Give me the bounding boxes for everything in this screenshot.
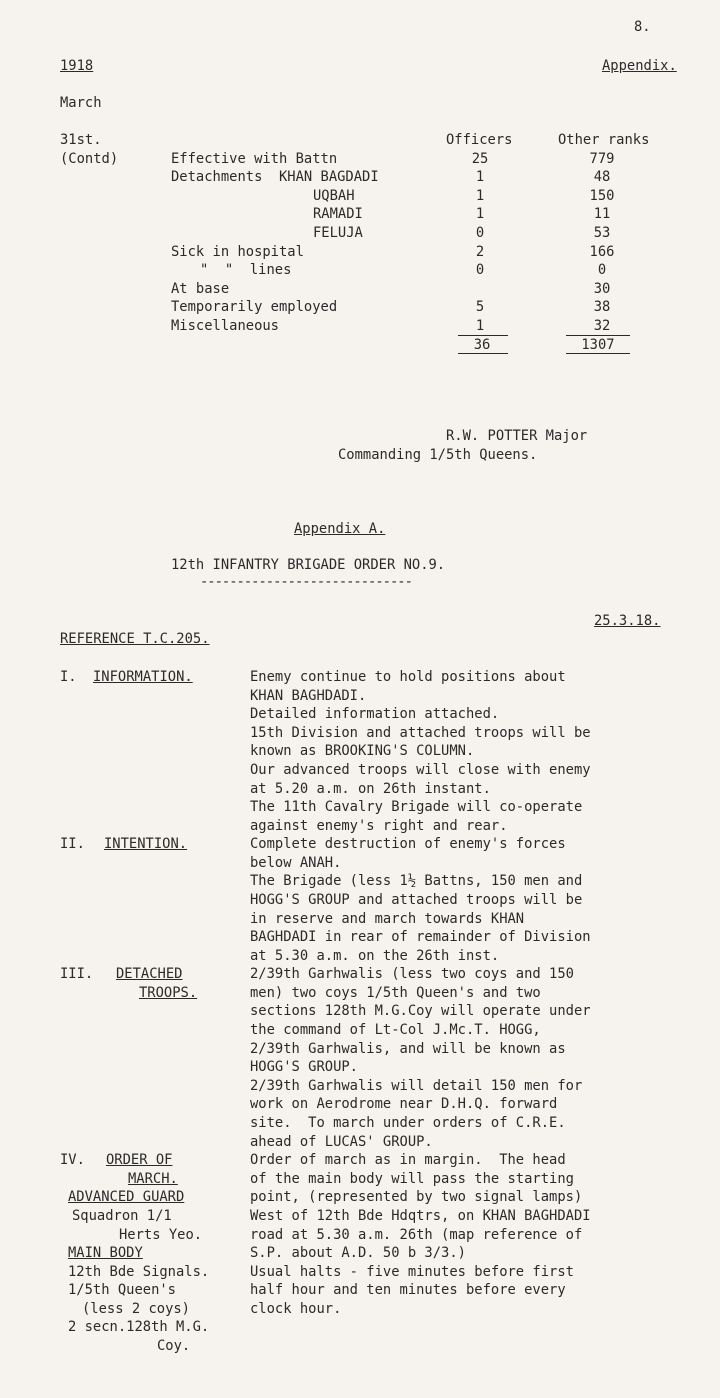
row-other: 38	[593, 299, 611, 315]
section-4-line: point, (represented by two signal lamps)	[250, 1189, 583, 1205]
section-3-line: site. To march under orders of C.R.E.	[250, 1115, 566, 1131]
section-1-line: Our advanced troops will close with enemy	[250, 762, 591, 778]
row-other: 53	[593, 225, 611, 241]
section-1-number: I.	[60, 669, 77, 685]
row-label: Effective with Battn	[171, 151, 338, 167]
row-officers: 1	[475, 169, 485, 185]
section-3-line: 2/39th Garhwalis, and will be known as	[250, 1041, 566, 1057]
row-other: 166	[589, 244, 615, 260]
section-2-line: The Brigade (less 1½ Battns, 150 men and	[250, 873, 583, 889]
section-2-line: Complete destruction of enemy's forces	[250, 836, 566, 852]
section-2-line: in reserve and march towards KHAN	[250, 911, 525, 927]
row-other: 150	[589, 188, 615, 204]
signature-title: Commanding 1/5th Queens.	[338, 447, 538, 463]
section-2-line: at 5.30 a.m. on the 26th inst.	[250, 948, 500, 964]
row-other: 779	[589, 151, 615, 167]
row-other: 32	[593, 318, 611, 334]
section-3-line: 2/39th Garhwalis will detail 150 men for	[250, 1078, 583, 1094]
section-3-line: HOGG'S GROUP.	[250, 1059, 358, 1075]
section-4-number: IV.	[60, 1152, 85, 1168]
row-officers: 25	[471, 151, 489, 167]
margin-adv-line: Squadron 1/1	[72, 1208, 172, 1224]
section-1-line: at 5.20 a.m. on 26th instant.	[250, 781, 491, 797]
margin-main-line: (less 2 coys)	[82, 1301, 190, 1317]
row-officers: 0	[475, 225, 485, 241]
section-4-title-1: ORDER OF	[106, 1152, 173, 1168]
row-officers: 2	[475, 244, 485, 260]
section-4-line: Order of march as in margin. The head	[250, 1152, 566, 1168]
year-heading: 1918	[60, 58, 94, 74]
signature-name: R.W. POTTER Major	[446, 428, 588, 444]
row-officers: 1	[475, 206, 485, 222]
section-1-title: INFORMATION.	[93, 669, 193, 685]
section-1-line: 15th Division and attached troops will be	[250, 725, 591, 741]
page-number: 8.	[634, 19, 651, 35]
section-3-number: III.	[60, 966, 94, 982]
section-4-line: half hour and ten minutes before every	[250, 1282, 566, 1298]
section-4-line: clock hour.	[250, 1301, 342, 1317]
section-4-line: of the main body will pass the starting	[250, 1171, 574, 1187]
section-2-title: INTENTION.	[104, 836, 188, 852]
margin-adv-line: Herts Yeo.	[119, 1227, 203, 1243]
row-other: 0	[597, 262, 607, 278]
col-officers-header: Officers	[446, 132, 513, 148]
row-other: 48	[593, 169, 611, 185]
section-3-line: sections 128th M.G.Coy will operate under	[250, 1003, 591, 1019]
order-title: 12th INFANTRY BRIGADE ORDER NO.9.	[171, 557, 446, 573]
section-3-line: men) two coys 1/5th Queen's and two	[250, 985, 541, 1001]
month-label: March	[60, 95, 102, 111]
section-4-line: West of 12th Bde Hdqtrs, on KHAN BAGHDADI	[250, 1208, 591, 1224]
row-label: Miscellaneous	[171, 318, 279, 334]
row-other: 11	[593, 206, 611, 222]
section-3-line: 2/39th Garhwalis (less two coys and 150	[250, 966, 574, 982]
section-2-line: below ANAH.	[250, 855, 342, 871]
section-3-line: the command of Lt-Col J.Mc.T. HOGG,	[250, 1022, 541, 1038]
margin-main-line: Coy.	[157, 1338, 191, 1354]
section-1-line: Detailed information attached.	[250, 706, 500, 722]
col-other-ranks-header: Other ranks	[558, 132, 650, 148]
section-4-line: Usual halts - five minutes before first	[250, 1264, 574, 1280]
margin-main-line: 2 secn.128th M.G.	[68, 1319, 210, 1335]
margin-main-line: 12th Bde Signals.	[68, 1264, 210, 1280]
section-1-line: The 11th Cavalry Brigade will co-operate	[250, 799, 583, 815]
row-officers: 1	[475, 188, 485, 204]
date-contd: (Contd)	[60, 151, 119, 167]
row-officers: 5	[475, 299, 485, 315]
row-label: At base	[171, 281, 230, 297]
row-label: UQBAH	[313, 188, 355, 204]
date-day: 31st.	[60, 132, 102, 148]
appendix-heading: Appendix.	[602, 58, 677, 74]
row-other: 30	[593, 281, 611, 297]
order-title-rule: -----------------------------	[200, 574, 412, 590]
section-1-line: Enemy continue to hold positions about	[250, 669, 566, 685]
total-other: 1307	[581, 337, 615, 353]
total-underline-other	[566, 353, 630, 354]
row-label: Temporarily employed	[171, 299, 338, 315]
section-2-line: BAGHDADI in rear of remainder of Division	[250, 929, 591, 945]
section-4-line: S.P. about A.D. 50 b 3/3.)	[250, 1245, 466, 1261]
row-label: Detachments KHAN BAGDADI	[171, 169, 379, 185]
section-3-line: ahead of LUCAS' GROUP.	[250, 1134, 433, 1150]
row-label: Sick in hospital	[171, 244, 304, 260]
section-4-title-2: MARCH.	[128, 1171, 178, 1187]
margin-main-body: MAIN BODY	[68, 1245, 143, 1261]
section-1-line: against enemy's right and rear.	[250, 818, 508, 834]
section-3-line: work on Aerodrome near D.H.Q. forward	[250, 1096, 558, 1112]
section-1-line: KHAN BAGHDADI.	[250, 688, 367, 704]
total-underline-officers	[458, 353, 508, 354]
section-2-line: HOGG'S GROUP and attached troops will be	[250, 892, 583, 908]
row-officers: 1	[475, 318, 485, 334]
reference: REFERENCE T.C.205.	[60, 631, 210, 647]
section-2-number: II.	[60, 836, 85, 852]
row-label: FELUJA	[313, 225, 363, 241]
section-3-title-1: DETACHED	[116, 966, 183, 982]
row-label: " " lines	[200, 262, 292, 278]
margin-advanced-guard: ADVANCED GUARD	[68, 1189, 185, 1205]
margin-main-line: 1/5th Queen's	[68, 1282, 176, 1298]
row-label: RAMADI	[313, 206, 363, 222]
row-officers: 0	[475, 262, 485, 278]
section-4-line: road at 5.30 a.m. 26th (map reference of	[250, 1227, 583, 1243]
section-1-line: known as BROOKING'S COLUMN.	[250, 743, 475, 759]
appendix-a-heading: Appendix A.	[294, 521, 386, 537]
total-officers: 36	[473, 337, 491, 353]
order-date: 25.3.18.	[594, 613, 661, 629]
section-3-title-2: TROOPS.	[139, 985, 198, 1001]
